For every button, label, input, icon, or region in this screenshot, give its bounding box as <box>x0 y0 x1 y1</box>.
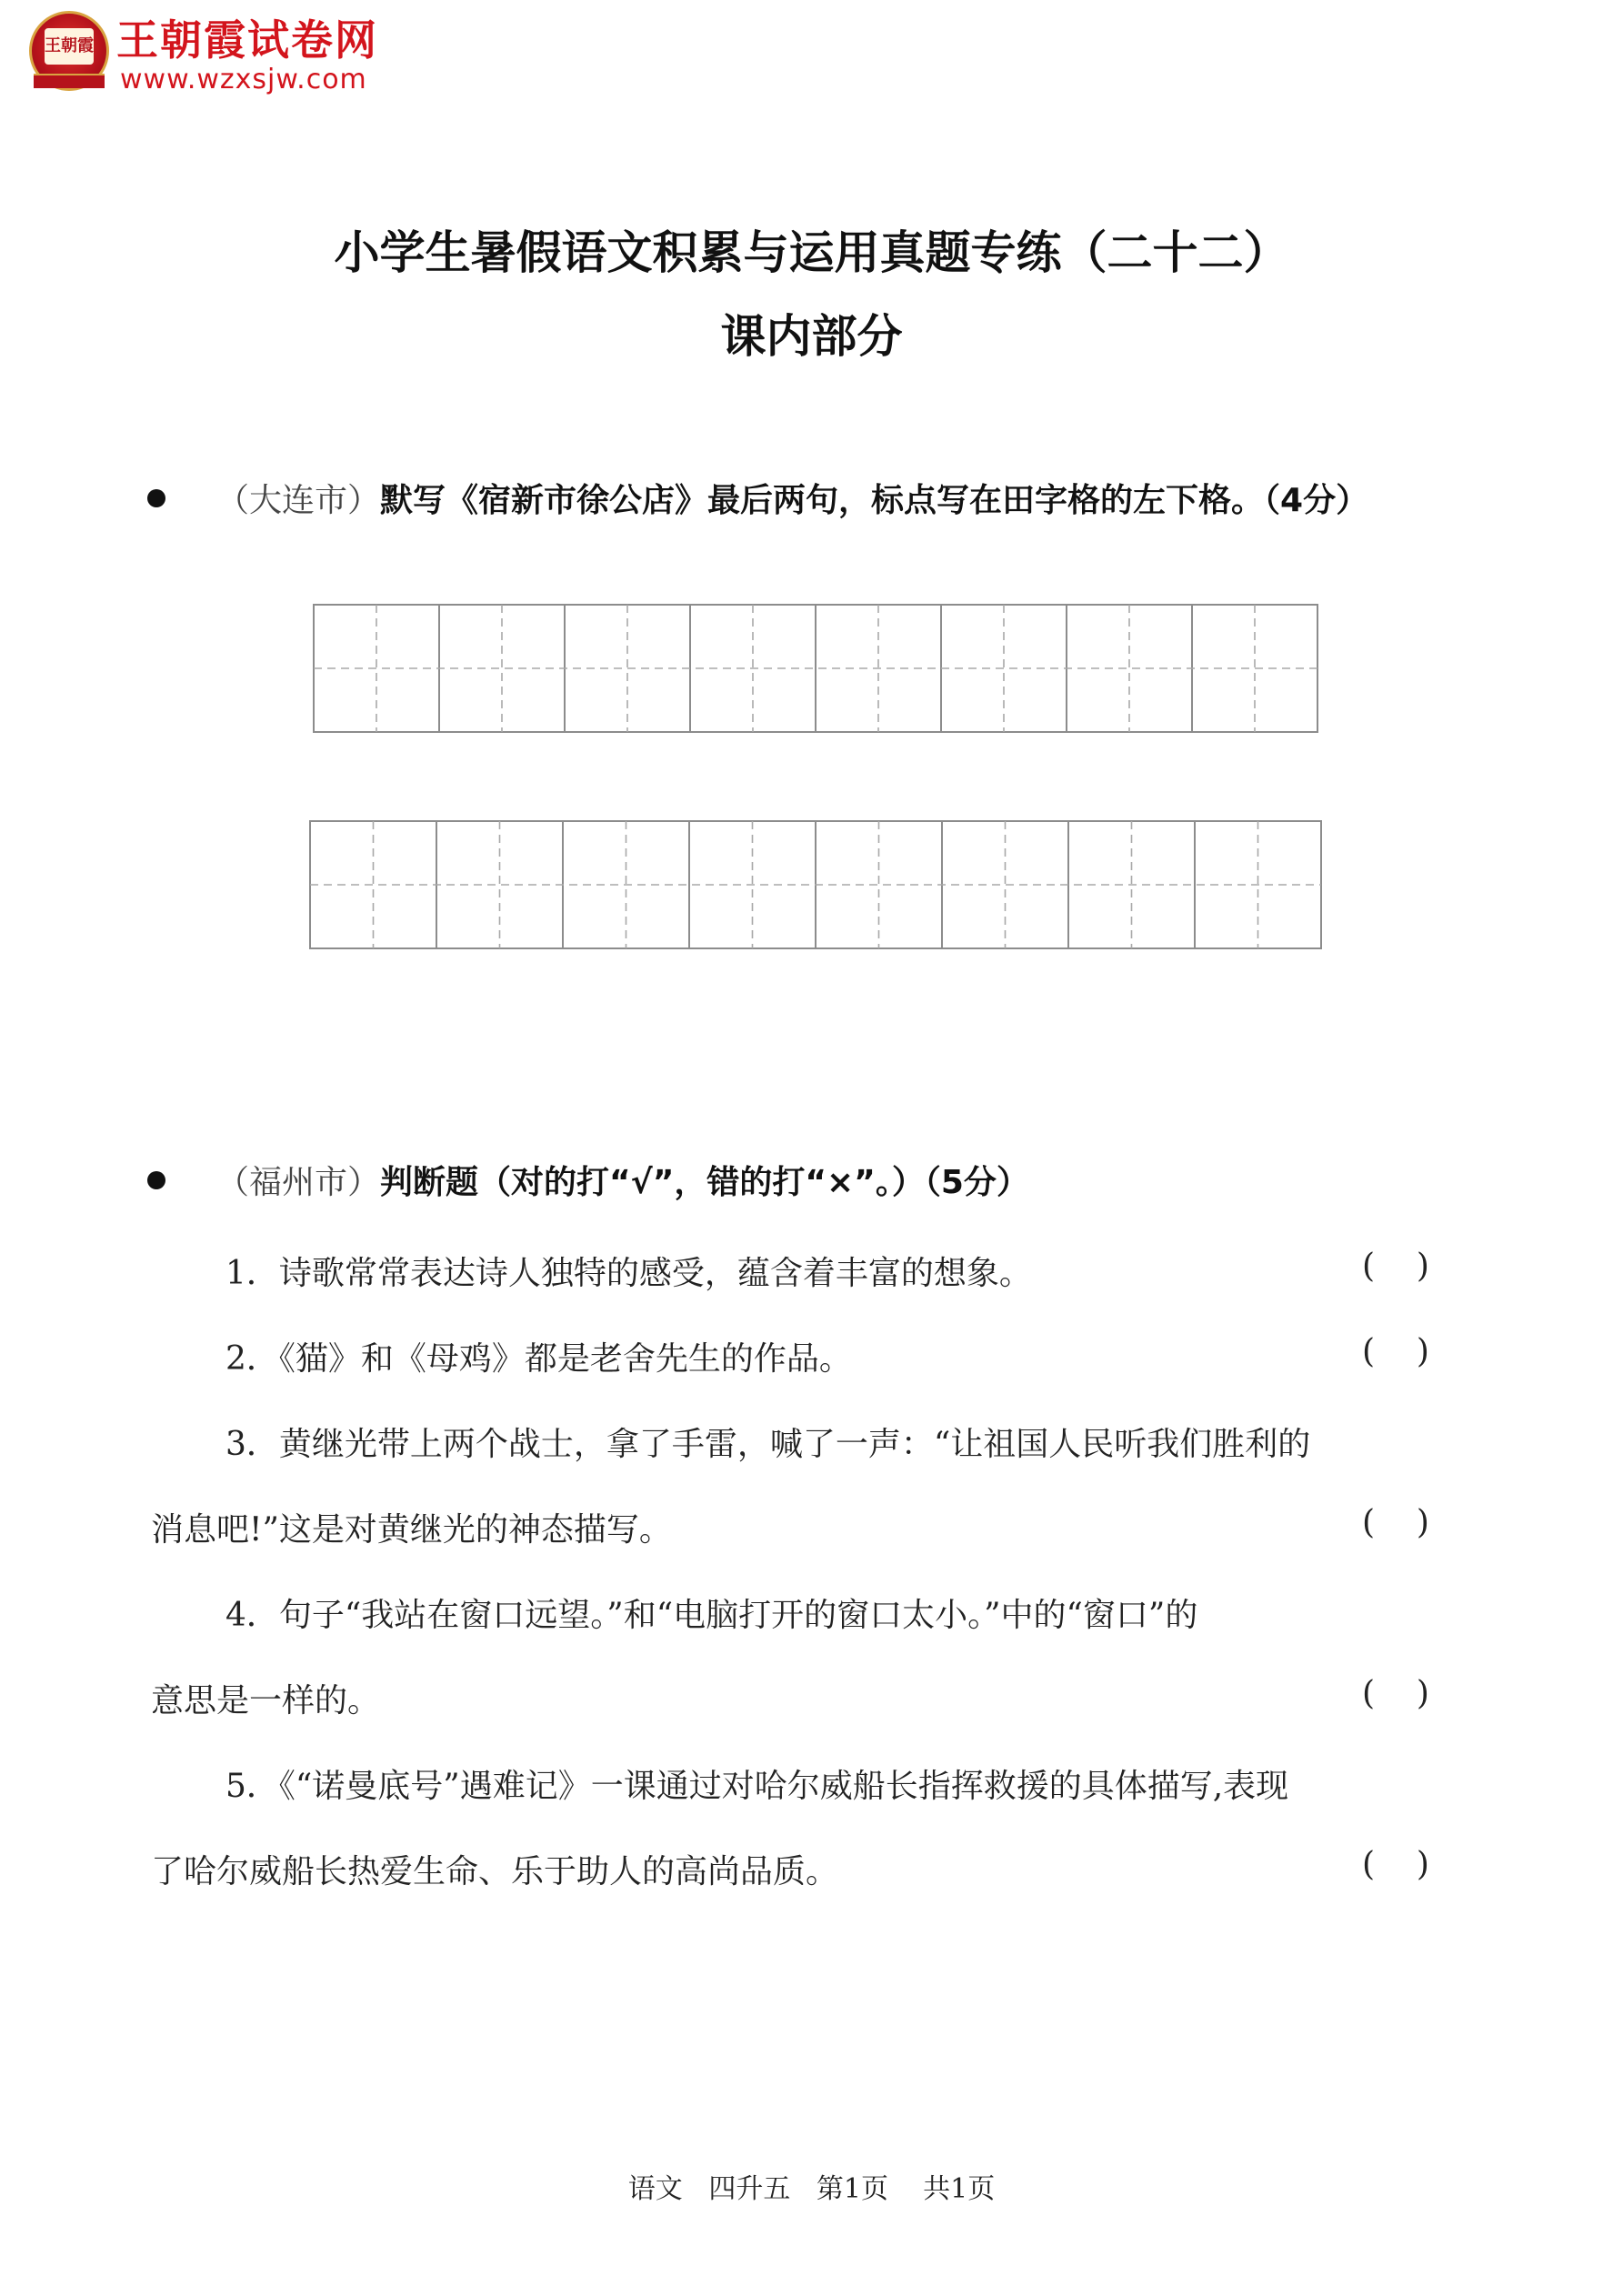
page-title: 小学生暑假语文积累与运用真题专练（二十二） <box>334 226 1289 279</box>
item-line: 4．句子“我站在窗口远望。”和“电脑打开的窗口太小。”中的“窗口”的 <box>225 1597 1198 1634</box>
question-instruction: 判断题（对的打“√”，错的打“×”。）（5分） <box>380 1164 1029 1201</box>
question-1 <box>216 475 1368 521</box>
item-line: 5．《“诺曼底号”遇难记》一课通过对哈尔威船长指挥救援的具体描写,表现 <box>225 1768 1289 1805</box>
logo-text: 王朝霞 <box>45 28 94 65</box>
item-line: 消息吧!”这是对黄继光的神态描写。 <box>151 1511 672 1549</box>
brand-name: 王朝霞试卷网 <box>116 15 378 65</box>
answer-paren[interactable]: ( ) <box>1362 1333 1429 1370</box>
question-instruction: 默写《宿新市徐公店》最后两句，标点写在田字格的左下格。（4分） <box>380 482 1369 519</box>
answer-paren[interactable]: ( ) <box>1362 1675 1429 1712</box>
item-line: 意思是一样的。 <box>151 1682 381 1719</box>
item-line: 了哈尔威船长热爱生命、乐于助人的高尚品质。 <box>151 1853 839 1890</box>
item-line: 3．黄继光带上两个战士，拿了手雷，喊了一声：“让祖国人民听我们胜利的 <box>225 1426 1311 1463</box>
question-source: （福州市） <box>216 1164 381 1201</box>
tianzige-grid-2[interactable] <box>309 820 1322 949</box>
item-line: 2．《猫》和《母鸡》都是老舍先生的作品。 <box>225 1340 852 1378</box>
question-source: （大连市） <box>216 482 381 519</box>
page-footer: 语文 四升五 第1页 共1页 <box>627 2173 996 2205</box>
tianzige-grid-1[interactable] <box>313 604 1318 733</box>
question-2 <box>216 1157 1029 1203</box>
answer-paren[interactable]: ( ) <box>1362 1846 1429 1883</box>
section-title: 课内部分 <box>720 310 903 363</box>
answer-paren[interactable]: ( ) <box>1362 1248 1429 1285</box>
item-line: 1．诗歌常常表达诗人独特的感受，蕴含着丰富的想象。 <box>225 1255 1032 1292</box>
question-bullet <box>147 1171 165 1189</box>
logo-ribbon <box>34 74 105 88</box>
question-bullet <box>147 489 165 507</box>
answer-paren[interactable]: ( ) <box>1362 1504 1429 1541</box>
site-url: www.wzxsjw.com <box>120 64 367 95</box>
site-logo <box>29 11 109 91</box>
